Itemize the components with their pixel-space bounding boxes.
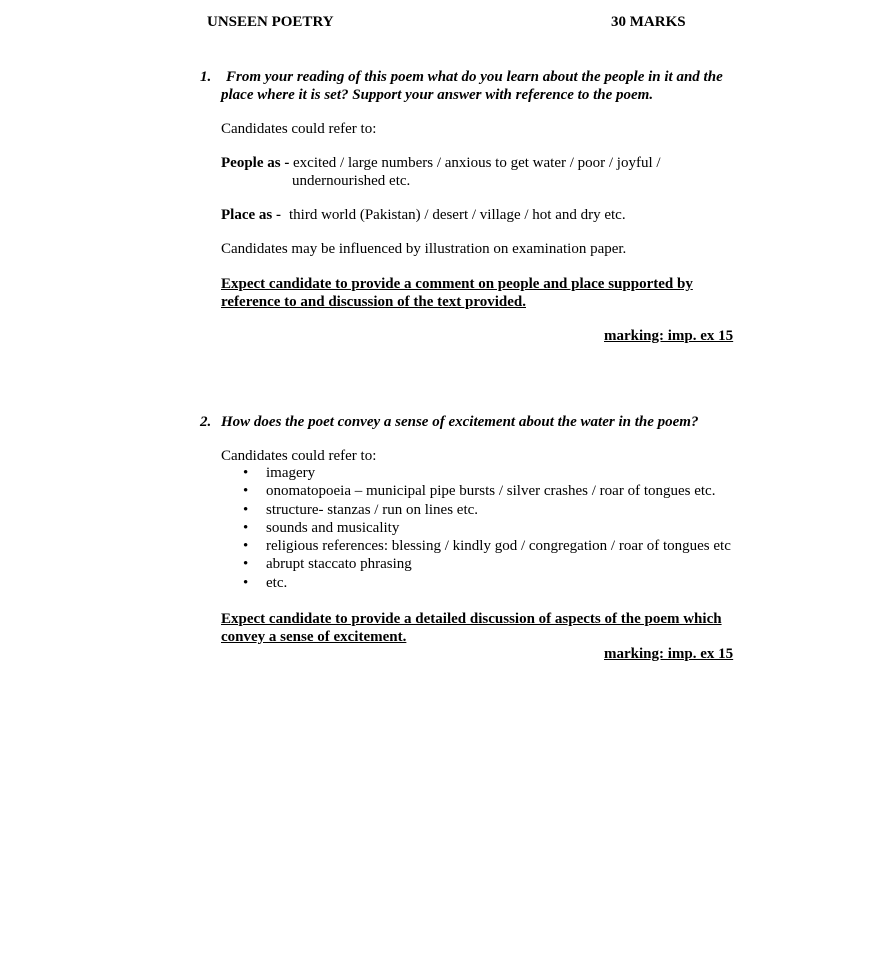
list-item-text: religious references: blessing / kindly god / congregation / roar of tongues etc xyxy=(266,538,731,555)
list-item-text: sounds and musicality xyxy=(266,519,400,536)
question-2-number: 2. xyxy=(200,414,212,430)
question-2-marking: marking: imp. ex 15 xyxy=(604,646,734,662)
question-2-text: How does the poet convey a sense of excitement about the water in the poem? xyxy=(221,414,699,430)
question-2-expectation-line2: convey a sense of excitement. xyxy=(221,629,407,645)
question-1-marking: marking: imp. ex 15 xyxy=(604,328,734,344)
question-1-intro: Candidates could refer to: xyxy=(221,121,377,137)
list-item xyxy=(222,555,731,573)
question-2-expectation-line1: Expect candidate to provide a detailed discussion of aspects of the poem which xyxy=(221,611,722,627)
total-marks: 30 MARKS xyxy=(611,14,686,30)
people-text-line1: excited / large numbers / anxious to get water / poor / joyful / xyxy=(293,155,661,171)
list-item xyxy=(222,574,731,592)
list-item xyxy=(222,464,731,482)
list-item xyxy=(222,482,731,500)
question-1-text-line2: place where it is set? Support your answer with reference to the poem. xyxy=(221,87,654,103)
bullet-icon: • xyxy=(243,501,249,518)
list-item-text: abrupt staccato phrasing xyxy=(266,556,412,573)
question-1-expectation-line2: reference to and discussion of the text provided. xyxy=(221,294,526,310)
list-item-text: etc. xyxy=(266,574,288,591)
question-1-expectation-line1: Expect candidate to provide a comment on people and place supported by xyxy=(221,276,693,292)
people-label: People as - xyxy=(221,155,290,171)
list-item-text: imagery xyxy=(266,465,316,481)
place-label: Place as - xyxy=(221,207,281,223)
list-item-text: structure- stanzas / run on lines etc. xyxy=(266,501,479,518)
list-item xyxy=(222,501,731,519)
question-1-text-line1: From your reading of this poem what do you learn about the people in it and the xyxy=(226,69,723,85)
influence-note: Candidates may be influenced by illustration on examination paper. xyxy=(221,241,627,257)
page-title: UNSEEN POETRY xyxy=(207,14,334,30)
people-text-line2: undernourished etc. xyxy=(292,173,411,189)
question-2-intro: Candidates could refer to: xyxy=(221,448,377,464)
bullet-icon: • xyxy=(243,465,249,481)
bullet-icon: • xyxy=(243,483,249,500)
list-item xyxy=(222,537,731,555)
bullet-icon: • xyxy=(243,574,249,591)
place-text: third world (Pakistan) / desert / village / hot and dry etc. xyxy=(289,207,626,223)
bullet-icon: • xyxy=(243,538,249,555)
list-item xyxy=(222,519,731,537)
bullet-icon: • xyxy=(243,556,249,573)
bullet-icon: • xyxy=(243,519,249,536)
list-item-text: onomatopoeia – municipal pipe bursts / silver crashes / roar of tongues etc. xyxy=(266,483,716,500)
question-1-number: 1. xyxy=(200,69,212,85)
question-2-bullet-list xyxy=(222,464,731,592)
